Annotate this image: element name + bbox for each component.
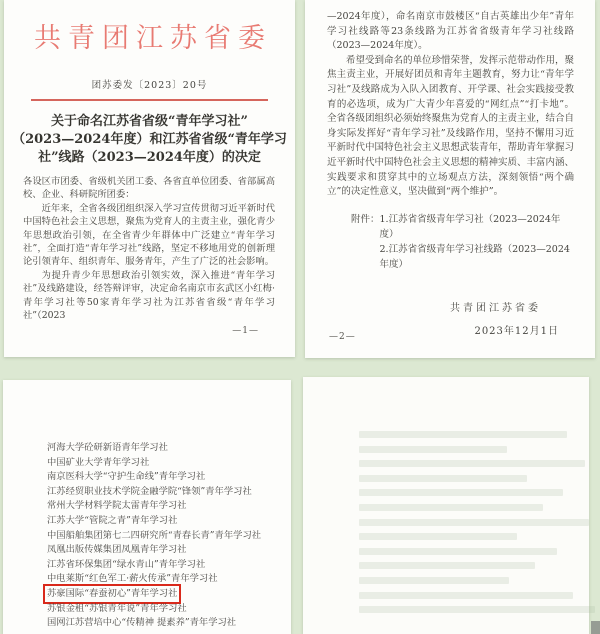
document-title-line-1: 关于命名江苏省省级“青年学习社” [51,114,248,129]
highlighted-name-red-box: 苏豪国际“春蚕初心”青年学习社 [47,587,178,599]
issuing-authority-signature: 共青团江苏省委 [450,302,541,314]
document-page-1 [4,0,295,357]
attachments-block [351,212,574,273]
paragraph-2: 为提升青少年思想政治引领实效，深入推进“青年学习社”及线路建设，经答辩评审，决定命名南京市玄武区小红梅·青年学习社等50家青年学习社为江苏省省级“青年学习社”（2023 [23,269,275,322]
list-item [47,603,291,618]
faint-text-line [359,446,507,453]
document-number: 团苏委发〔2023〕20号 [91,80,208,91]
faint-text-line [359,475,527,482]
attachment-list-page [3,380,291,634]
paragraph-continuation: —2024年度），命名南京市鼓楼区“自古英雄出少年”青年学习社线路等23条线路为江苏省省级青年学习社线路（2023—2024年度）。 [327,11,574,52]
list-item-text: 中国矿业大学青年学习社 [47,456,150,468]
document-title-line-3: 社”线路（2023—2024年度）的决定 [38,150,261,165]
list-item [47,486,291,501]
attachments-list [380,212,574,273]
document-title [4,113,295,167]
attachment-item-2: 2.江苏省省级青年学习社线路（2023—2024年度） [379,244,570,271]
list-item-text: 凤凰出版传媒集团凤凰青年学习社 [47,544,187,556]
salutation: 各设区市团委、省级机关团工委、各省直单位团委、省部属高校、企业、科研院所团委： [23,176,275,201]
faint-text-line [359,592,573,599]
list-item [47,500,291,515]
list-item [47,457,291,472]
list-item-text: 中国船舶集团第七二四研究所“青春长青”青年学习社 [47,529,262,541]
list-item [47,515,291,530]
list-item-text: 常州大学材料学院太雷青年学习社 [47,500,187,512]
faint-text-line [359,519,589,526]
faint-text-line [359,548,557,555]
photo-corner-shadow [591,621,600,634]
list-item [47,471,291,486]
page-number-1: —1— [232,326,259,336]
list-item [47,559,291,574]
list-item-text: 中电莱斯“红色军工·薪火传承”青年学习社 [47,573,218,585]
faint-text-line [359,489,563,496]
faint-text-line [359,562,535,569]
red-divider-rule [31,99,268,101]
list-item [47,573,291,588]
faint-text-line [359,577,509,584]
list-item-highlighted [47,588,291,603]
list-item-text: 国网江苏营培中心“传精神 提素养”青年学习社 [47,617,237,629]
youth-learning-society-list [3,380,291,632]
list-item [47,544,291,559]
faint-text-line [359,460,585,467]
faint-text-line [359,533,517,540]
list-item [47,442,291,457]
paragraph-hope: 希望受到命名的单位珍惜荣誉，发挥示范带动作用，聚焦主责主业，开展好团员和青年主题教育，努力让“青年学习社”及线路成为入队入团教育、开学课、社会实践接受教育的必选项，成为广大青少年喜爱的“网红点”“打卡地”。全省各级团组织必须始终聚焦为党育人的主责主业，结合自身实际发挥好“青年学习社”及线路作用，坚持不懈用习近平新时代中国特色社会主义思想武装青年，帮助青年掌握习近平新时代中国特色社会主义思想的精神实质、丰富内涵、实践要求和贯穿其中的立场观点方法，深刻领悟“两个确立”的决定性意义，坚决做到“两个维护”。 [327,54,575,198]
list-item [47,530,291,545]
document-body-page-2 [327,10,574,200]
document-body-page-1 [23,175,275,322]
list-item-text: 南京医科大学“守护生命线”青年学习社 [47,471,206,483]
org-title-red-header: 共青团江苏省委 [34,23,272,54]
list-item-text: 江苏经贸职业技术学院金融学院“锋领”青年学习社 [47,485,252,497]
paragraph-1: 近年来，全省各级团组织深入学习宣传贯彻习近平新时代中国特色社会主义思想，聚焦为党育人的主责主业，强化青少年思想政治引领，在全省青少年群体中广泛建立“青年学习社”，全面打造“青年学习社”线路，坚定不移地用党的创新理论引领青年、组织青年、服务青年，产生了广泛的社会影响。 [23,202,275,268]
faint-text-line [359,504,543,511]
list-item-text: 江苏大学“管院之青”青年学习社 [47,514,178,526]
faint-back-page [303,377,589,634]
list-item-text: 苏银金租“苏银青年说”青年学习社 [47,602,187,614]
list-item-text: 河海大学砼研新语青年学习社 [47,442,168,453]
page-number-2: —2— [329,332,356,342]
faint-text-block [303,377,589,613]
attachments-label: 附件： [351,213,380,225]
faint-text-line [359,431,567,438]
attachment-item-1: 1.江苏省省级青年学习社（2023—2024年度） [379,213,561,240]
document-page-2 [305,0,595,358]
document-title-line-2: （2023—2024年度）和江苏省省级“青年学习 [12,132,287,147]
list-item [47,617,291,632]
document-date: 2023年12月1日 [474,325,559,337]
list-item-text: 江苏省环保集团“绿水青山”青年学习社 [47,558,206,570]
faint-text-line [359,606,595,613]
